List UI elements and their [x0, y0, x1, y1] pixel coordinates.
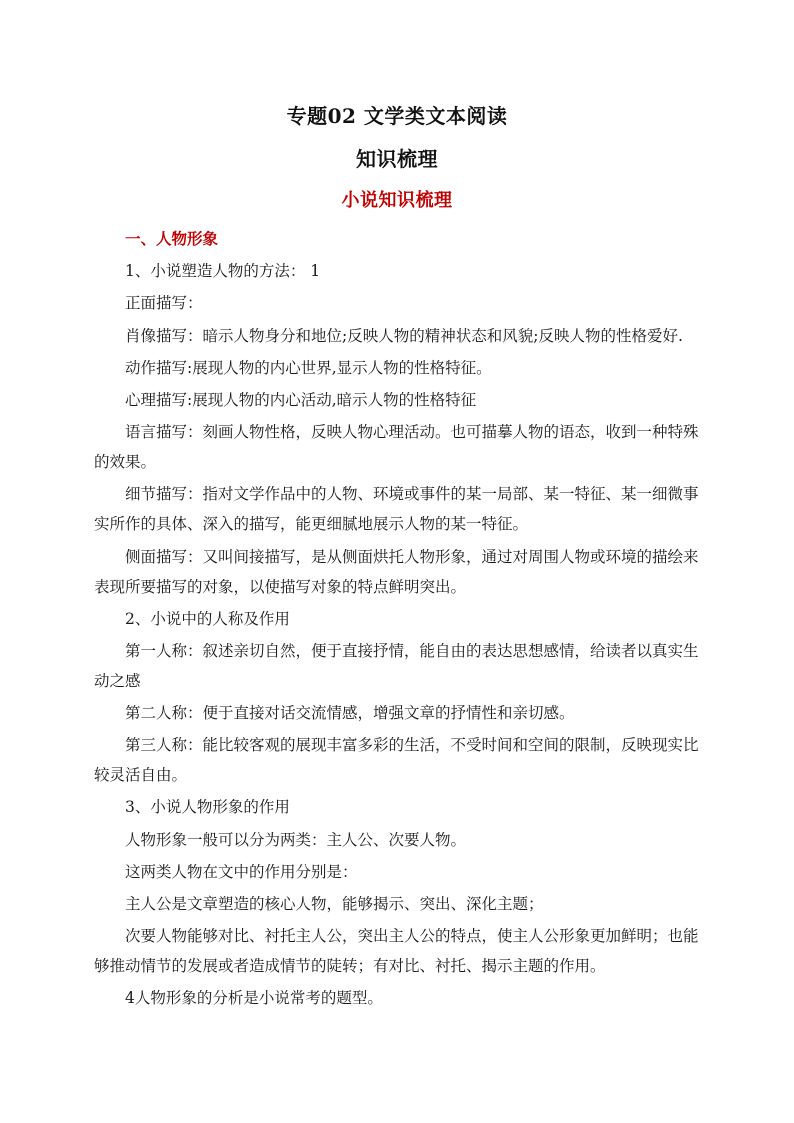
- paragraph: 次要人物能够对比、衬托主人公，突出主人公的特点，使主人公形象更加鲜明；也能够推动情节的发展或者造成情节的陡转；有对比、衬托、揭示主题的作用。: [94, 927, 699, 976]
- paragraph: 心理描写:展现人物的内心活动,暗示人物的性格特征: [125, 390, 477, 409]
- paragraph: 细节描写：指对文学作品中的人物、环境或事件的某一局部、某一特征、某一细微事实所作的具体、深入的描写，能更细腻地展示人物的某一特征。: [94, 485, 699, 534]
- subsection-heading: 一、人物形象: [125, 229, 219, 248]
- document-body: [94, 224, 700, 1016]
- paragraph: 人物形象一般可以分为两类：主人公、次要人物。: [125, 830, 467, 849]
- paragraph: 第二人称：便于直接对话交流情感，增强文章的抒情性和亲切感。: [125, 704, 575, 723]
- paragraph: 动作描写:展现人物的内心世界,显示人物的性格特征。: [125, 358, 492, 377]
- paragraph: 语言描写：刻画人物性格，反映人物心理活动。也可描摹人物的语态，收到一种特殊的效果。: [94, 423, 699, 472]
- document-subtitle: 知识梳理: [356, 147, 438, 171]
- section-heading: 小说知识梳理: [341, 190, 453, 211]
- document-title: 专题02 文学类文本阅读: [286, 104, 508, 128]
- paragraph: 这两类人物在文中的作用分别是：: [125, 862, 358, 881]
- paragraph: 3、小说人物形象的作用: [125, 798, 290, 817]
- paragraph: 1、小说塑造人物的方法： 1: [125, 262, 321, 281]
- paragraph: 4人物形象的分析是小说常考的题型。: [125, 989, 383, 1008]
- paragraph: 肖像描写：暗示人物身分和地位;反映人物的精神状态和风貌;反映人物的性格爱好.: [125, 326, 683, 345]
- paragraph: 侧面描写：又叫间接描写，是从侧面烘托人物形象，通过对周围人物或环境的描绘来表现所要描写的对象，以使描写对象的特点鲜明突出。: [94, 547, 699, 596]
- paragraph: 2、小说中的人称及作用: [125, 609, 290, 628]
- paragraph: 第三人称：能比较客观的展现丰富多彩的生活，不受时间和空间的限制，反映现实比较灵活自由。: [94, 736, 699, 785]
- paragraph: 第一人称：叙述亲切自然，便于直接抒情，能自由的表达思想感情，给读者以真实生动之感: [94, 641, 699, 690]
- paragraph: 正面描写：: [125, 294, 203, 313]
- paragraph: 主人公是文章塑造的核心人物，能够揭示、突出、深化主题；: [125, 895, 544, 913]
